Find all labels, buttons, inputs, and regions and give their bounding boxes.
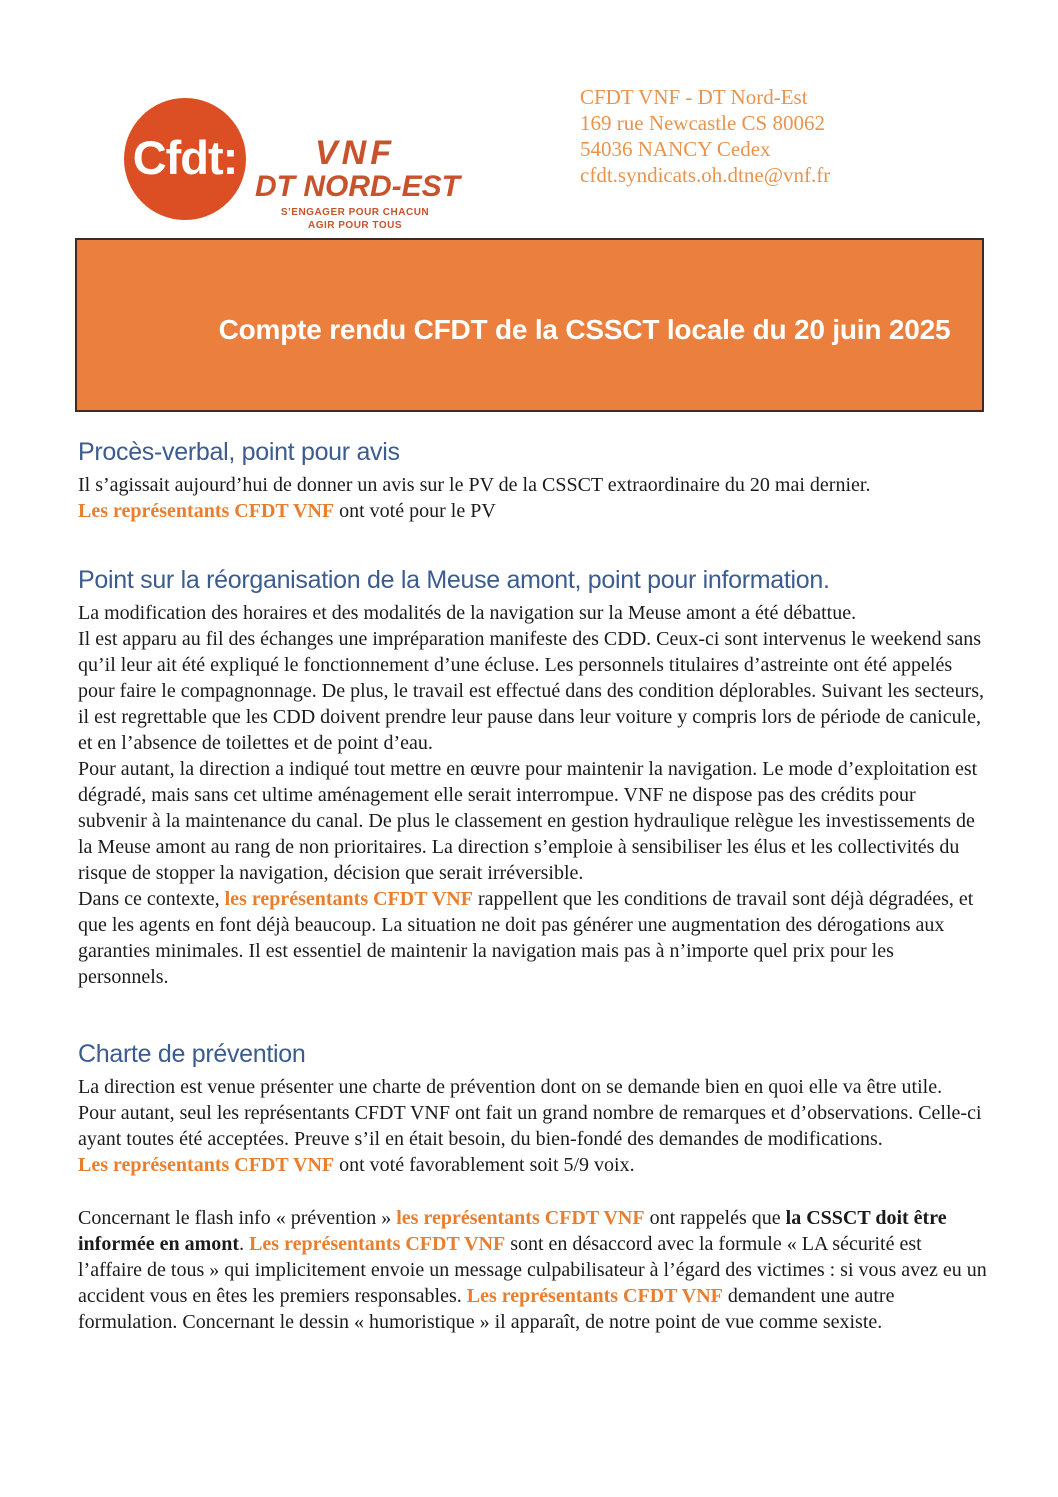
document-title: Compte rendu CFDT de la CSSCT locale du 20 juin 2025 [218, 314, 951, 345]
section-heading: Procès-verbal, point pour avis [78, 438, 400, 466]
paragraph [78, 626, 988, 756]
text-run: ont rappelés que [644, 1207, 786, 1229]
paragraph [78, 1205, 988, 1335]
text-run: demandent une autre formulation. Concernant le dessin « humoristique » il apparaît, de notre point de vue comme sexiste. [78, 1285, 895, 1333]
text-run: . [239, 1233, 250, 1255]
vnf-dt-nord-est-logo [255, 134, 460, 232]
text-run: ont voté pour le PV [334, 500, 496, 522]
vnf-logo-text: VNF [315, 134, 395, 172]
text-run: ont voté favorablement soit 5/9 voix. [334, 1154, 635, 1176]
contact-city-line: 54036 NANCY Cedex [580, 137, 771, 161]
paragraph [78, 1152, 988, 1178]
text-run: La direction est venue présenter une charte de prévention dont on se demande bien en quoi elle va être utile. [78, 1076, 943, 1098]
document-section [78, 564, 988, 990]
text-run: Concernant le flash info « prévention » [78, 1207, 397, 1229]
document-header [0, 0, 1058, 238]
paragraph [78, 1074, 988, 1100]
text-run: Dans ce contexte, [78, 888, 225, 910]
section-heading: Point sur la réorganisation de la Meuse amont, point pour information. [78, 566, 830, 594]
accent-text-run: les représentants CFDT VNF [396, 1207, 645, 1229]
cfdt-logo [124, 98, 246, 220]
paragraph [78, 1100, 988, 1152]
accent-text-run: les représentants CFDT VNF [224, 888, 473, 910]
paragraph [78, 600, 988, 626]
accent-text-run: Les représentants CFDT VNF [249, 1233, 506, 1255]
accent-text-run: Les représentants CFDT VNF [78, 500, 335, 522]
text-run: Il s’agissait aujourd’hui de donner un avis sur le PV de la CSSCT extraordinaire du 20 mai dernier. [78, 474, 871, 496]
accent-text-run: Les représentants CFDT VNF [78, 1154, 335, 1176]
paragraph [78, 886, 988, 990]
text-run: rappellent que les conditions de travail sont déjà dégradées, et que les agents en font déjà beaucoup. La situation ne doit pas générer une augmentation des dérogations aux garanties minimales. Il est essentiel de maintenir la navigation mais pas à n’importe quel prix pour les personnels. [78, 888, 974, 988]
cfdt-logo-text: Cfdt: [132, 130, 238, 184]
contact-street-line: 169 rue Newcastle CS 80062 [580, 111, 825, 135]
bold-text-run: la CSSCT doit être informée en amont [78, 1207, 947, 1255]
text-run: sont en désaccord avec la formule « LA sécurité est l’affaire de tous » qui implicitement envoie un message culpabilisateur à l’égard des victimes : si vous avez eu un accident vous en êtes les premiers responsables. [78, 1233, 987, 1307]
contact-block [580, 84, 830, 188]
section-heading: Charte de prévention [78, 1040, 306, 1068]
text-run: La modification des horaires et des modalités de la navigation sur la Meuse amont a été débattue. [78, 602, 857, 624]
vnf-tagline-line2: AGIR POUR TOUS [307, 220, 403, 231]
accent-text-run: Les représentants CFDT VNF [466, 1285, 723, 1307]
document-section [78, 436, 988, 524]
contact-org-line: CFDT VNF - DT Nord-Est [580, 85, 808, 109]
vnf-tagline-line1: S’ENGAGER POUR CHACUN [280, 207, 430, 218]
paragraph [78, 498, 988, 524]
sections-container [78, 436, 988, 1335]
title-banner [75, 238, 984, 412]
text-run: Pour autant, seul les représentants CFDT VNF ont fait un grand nombre de remarques et d’observations. Celle-ci ayant toutes été acceptées. Preuve s’il en était besoin, du bien-fondé des demandes de modifications. [78, 1102, 982, 1150]
paragraph [78, 756, 988, 886]
paragraph [78, 472, 988, 498]
dt-nord-est-logo-text: DT NORD-EST [255, 170, 460, 203]
text-run: Il est apparu au fil des échanges une impréparation manifeste des CDD. Ceux-ci sont intervenus le weekend sans qu’il leur ait été expliqué le fonctionnement d’une écluse. Les personnels titulaires d’astreinte ont été appelés pour faire le compagnonnage. De plus, le travail est effectué dans des condition déplorables. Suivant les secteurs, il est regrettable que les CDD doivent prendre leur pause dans leur voiture y compris lors de période de canicule, et en l’absence de toilettes et de point d’eau. [78, 628, 985, 754]
document-section [78, 1038, 988, 1335]
text-run: Pour autant, la direction a indiqué tout mettre en œuvre pour maintenir la navigation. Le mode d’exploitation est dégradé, mais sans cet ultime aménagement elle serait interrompue. VNF ne dispose pas des crédits pour subvenir à la maintenance du canal. De plus le classement en gestion hydraulique relègue les investissements de la Meuse amont au rang de non prioritaires. La direction s’emploie à sensibiliser les élus et les collectivités du risque de stopper la navigation, décision que serait irréversible. [78, 758, 978, 884]
contact-email-link[interactable]: cfdt.syndicats.oh.dtne@vnf.fr [580, 163, 831, 187]
